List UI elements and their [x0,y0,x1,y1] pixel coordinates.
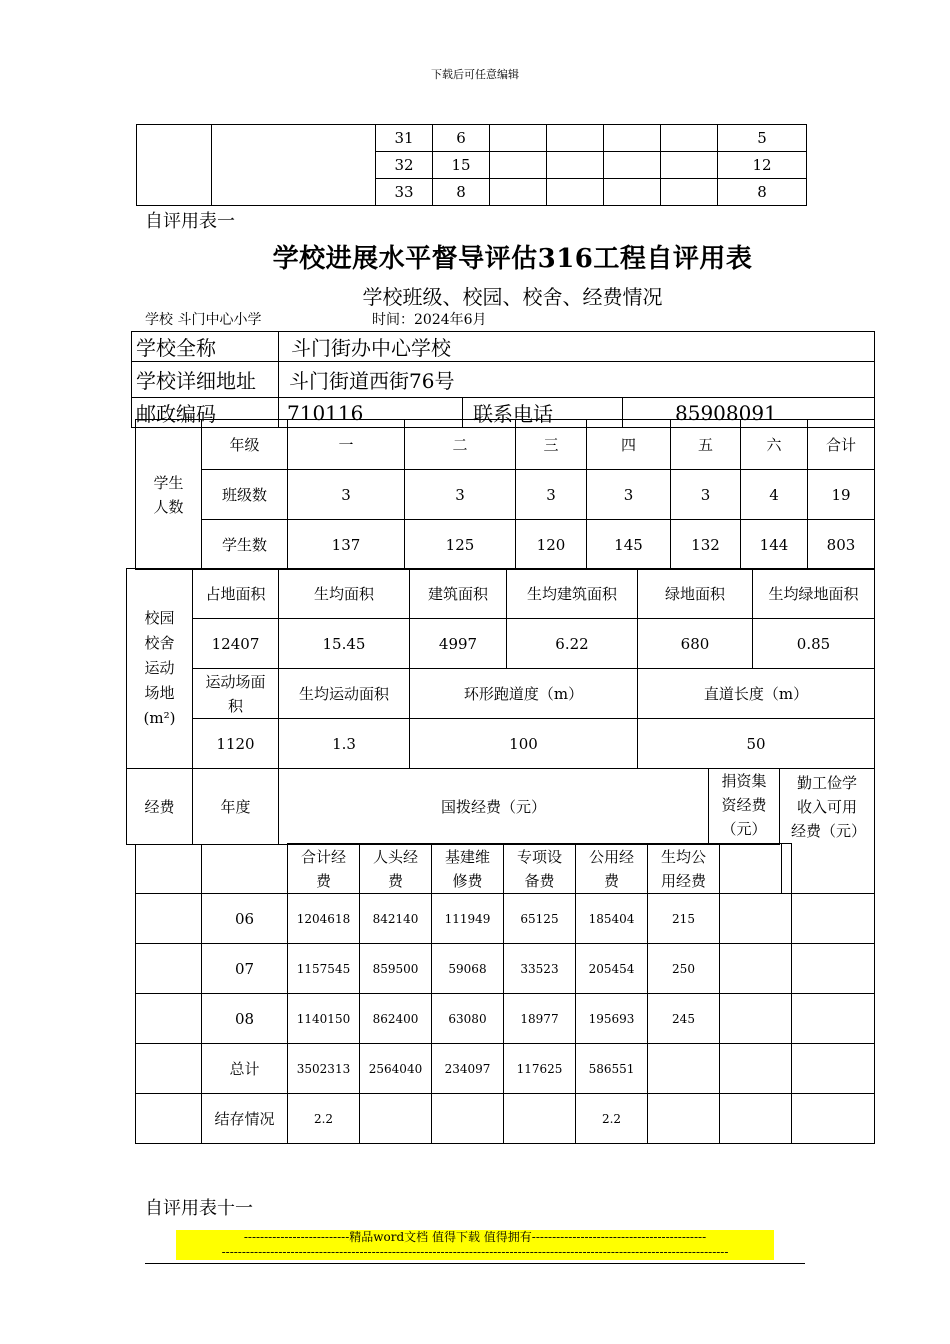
funds-header-table [126,768,875,845]
campus-header: 绿地面积 [638,569,753,619]
form-label-2: 自评用表十一 [145,1198,253,1219]
fund-value: 111949 [432,894,504,944]
campus-value: 15.45 [279,619,410,669]
fund-year: 结存情况 [202,1094,288,1144]
classes-label: 班级数 [202,470,288,520]
campus-header: 直道长度（m） [638,669,875,719]
grade-cell: 三 [516,420,587,470]
table-cell: 12 [718,152,807,179]
year-label: 年度 [193,769,279,845]
fund-value: 2564040 [360,1044,432,1094]
table-row [136,894,875,944]
campus-section-label: 校园 校舍 运动 场地 (m²) [127,569,193,769]
fund-value: 862400 [360,994,432,1044]
fund-value: 33523 [504,944,576,994]
grade-cell: 一 [288,420,405,470]
page-subtitle: 学校班级、校园、校舍、经费情况 [362,285,663,309]
fund-value: 205454 [576,944,648,994]
classes-cell: 3 [587,470,671,520]
students-cell: 137 [288,520,405,570]
campus-header: 生均运动面积 [279,669,410,719]
campus-value: 6.22 [507,619,638,669]
students-section-label: 学生人数 [136,420,202,570]
campus-value: 1.3 [279,719,410,769]
full-name-label: 学校全称 [132,332,279,362]
fund-value: 185404 [576,894,648,944]
students-cell: 125 [405,520,516,570]
phone-label: 联系电话 [463,398,623,428]
fund-value [648,1044,720,1094]
table-row [136,1094,875,1144]
address-label: 学校详细地址 [132,362,279,398]
footer-banner [176,1230,774,1260]
grade-label: 年级 [202,420,288,470]
address-value: 斗门街道西街76号 [279,362,875,398]
phone-value: 85908091 [623,398,875,428]
fund-value: 63080 [432,994,504,1044]
grade-cell: 合计 [808,420,875,470]
fund-value: 842140 [360,894,432,944]
school-label: 学校 斗门中心小学 [145,312,262,328]
students-cell: 144 [741,520,808,570]
fund-value: 859500 [360,944,432,994]
campus-value: 1120 [193,719,279,769]
table-row [136,944,875,994]
fund-value: 215 [648,894,720,944]
funds-table [135,843,875,1144]
table-row [136,1044,875,1094]
top-table [136,124,807,206]
fund-value: 2.2 [576,1094,648,1144]
table-cell: 31 [376,125,433,152]
campus-table [126,568,875,769]
students-cell: 145 [587,520,671,570]
fund-value: 117625 [504,1044,576,1094]
page-title: 学校进展水平督导评估316工程自评用表 [272,244,753,274]
campus-value: 12407 [193,619,279,669]
grade-cell: 五 [671,420,741,470]
fund-value: 65125 [504,894,576,944]
fund-value: 1140150 [288,994,360,1044]
campus-header: 生均建筑面积 [507,569,638,619]
fund-sub-header: 基建维修费 [432,844,504,894]
students-cell: 120 [516,520,587,570]
campus-header: 运动场面积 [193,669,279,719]
students-cell: 803 [808,520,875,570]
banner-line-2: ----------------------------------------------------------------------------------------------------------------------------- [221,1245,729,1259]
table-cell: 8 [433,179,490,206]
campus-value: 680 [638,619,753,669]
students-table [135,419,875,570]
fund-sub-header: 人头经费 [360,844,432,894]
table-cell: 6 [433,125,490,152]
fund-year: 06 [202,894,288,944]
form-label-1: 自评用表一 [145,211,235,232]
state-funds-label: 国拨经费（元） [279,769,709,845]
classes-cell: 3 [405,470,516,520]
fund-value: 234097 [432,1044,504,1094]
table-row [137,125,807,152]
fund-value: 3502313 [288,1044,360,1094]
students-cell: 132 [671,520,741,570]
table-row [136,994,875,1044]
campus-header: 占地面积 [193,569,279,619]
header-note: 下载后可任意编辑 [431,68,519,81]
workstudy-label: 勤工俭学收入可用经费（元） [780,769,875,845]
info-table [131,331,875,428]
classes-cell: 3 [288,470,405,520]
campus-value: 100 [410,719,638,769]
fund-value: 195693 [576,994,648,1044]
funds-section-label: 经费 [127,769,193,845]
fund-value [648,1094,720,1144]
campus-header: 生均面积 [279,569,410,619]
campus-header: 环形跑道度（m） [410,669,638,719]
table-cell: 5 [718,125,807,152]
full-name-value: 斗门街办中心学校 [279,332,875,362]
fund-sub-header: 生均公用经费 [648,844,720,894]
fund-sub-header: 合计经费 [288,844,360,894]
grade-cell: 六 [741,420,808,470]
classes-cell: 3 [671,470,741,520]
campus-header: 建筑面积 [410,569,507,619]
fund-sub-header: 专项设备费 [504,844,576,894]
fund-sub-header: 公用经费 [576,844,648,894]
fund-value: 586551 [576,1044,648,1094]
time-label: 时间：2024年6月 [372,312,487,328]
banner-line-1: --------------------------精品word文档 值得下载 值得拥有------------------------------------------- [243,1230,707,1244]
classes-cell: 4 [741,470,808,520]
postal-label: 邮政编码 [132,398,279,428]
fund-year: 07 [202,944,288,994]
footer-rule [145,1263,805,1264]
table-cell: 15 [433,152,490,179]
fund-year: 08 [202,994,288,1044]
campus-header: 生均绿地面积 [753,569,875,619]
campus-value: 50 [638,719,875,769]
fund-value: 2.2 [288,1094,360,1144]
grade-cell: 四 [587,420,671,470]
fund-value [432,1094,504,1144]
campus-value: 0.85 [753,619,875,669]
fund-value: 245 [648,994,720,1044]
fund-value: 59068 [432,944,504,994]
fund-value: 18977 [504,994,576,1044]
fund-value: 1204618 [288,894,360,944]
table-cell: 32 [376,152,433,179]
table-cell: 33 [376,179,433,206]
fund-year: 总计 [202,1044,288,1094]
fund-value: 1157545 [288,944,360,994]
grade-cell: 二 [405,420,516,470]
students-label: 学生数 [202,520,288,570]
table-cell: 8 [718,179,807,206]
campus-value: 4997 [410,619,507,669]
postal-value: 710116 [279,398,463,428]
classes-cell: 3 [516,470,587,520]
fund-value: 250 [648,944,720,994]
classes-cell: 19 [808,470,875,520]
fund-value [504,1094,576,1144]
donation-label: 捐资集资经费（元） [709,769,780,845]
fund-value [360,1094,432,1144]
